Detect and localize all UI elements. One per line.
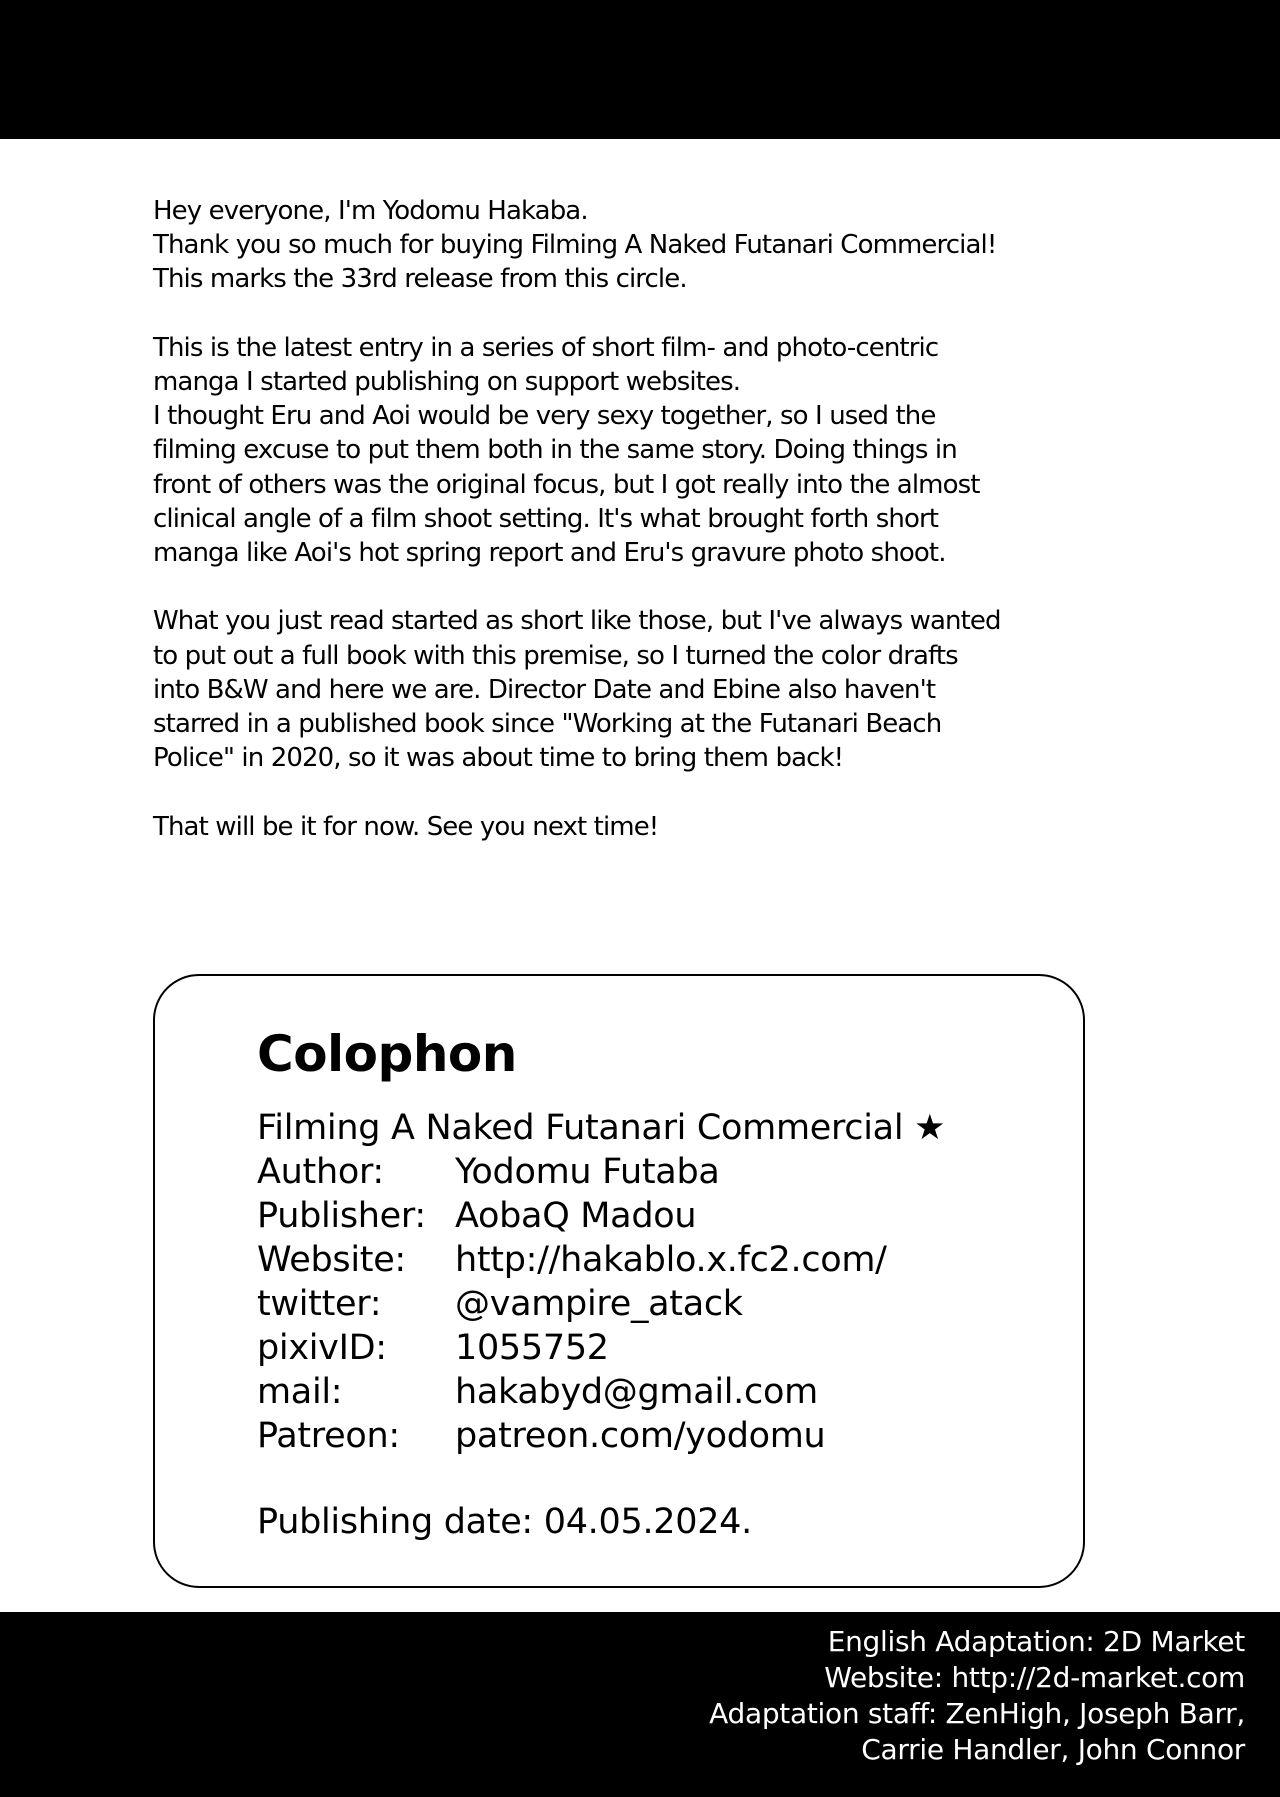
colophon-label: pixivID: [257,1328,387,1368]
colophon-title: Colophon [257,1025,517,1083]
colophon-row-publisher [257,1194,887,1238]
afterword-paragraph-2 [153,331,1153,570]
colophon-value: patreon.com/yodomu [455,1416,826,1456]
afterword-line: This marks the 33rd release from this circle. [153,264,687,295]
colophon-value: @vampire_atack [455,1284,743,1324]
afterword-line: Hey everyone, I'm Yodomu Hakaba. [153,196,588,226]
colophon-row-mail [257,1370,887,1414]
afterword-line: I thought Eru and Aoi would be very sexy together, so I used the [153,401,936,432]
afterword-line: Thank you so much for buying Filming A Naked Futanari Commercial! [153,230,997,261]
colophon-row-patreon [257,1414,887,1458]
colophon-label: mail: [257,1372,343,1412]
afterword-line: Police" in 2020, so it was about time to bring them back! [153,743,844,774]
colophon-label: twitter: [257,1284,382,1324]
afterword-paragraph-4 [153,810,1153,844]
afterword-line: clinical angle of a film shoot setting. It's what brought forth short [153,503,939,534]
colophon-row-twitter [257,1282,887,1326]
afterword-line: What you just read started as short like those, but I've always wanted [153,606,1001,637]
afterword-paragraph-3 [153,604,1153,775]
colophon-work-title: Filming A Naked Futanari Commercial ★ [257,1108,946,1148]
afterword-text [153,194,1153,878]
afterword-line: into B&W and here we are. Director Date and Ebine also haven't [153,674,936,705]
colophon-label: Website: [257,1240,406,1280]
colophon-value: hakabyd@gmail.com [455,1372,818,1412]
colophon-box [153,974,1085,1588]
credits-line: Carrie Handler, John Connor [861,1733,1245,1766]
colophon-row-author [257,1150,887,1194]
afterword-line: starred in a published book since "Working at the Futanari Beach [153,709,942,740]
colophon-value: Yodomu Futaba [455,1152,720,1192]
publishing-date: Publishing date: 04.05.2024. [257,1502,752,1542]
credits-line: Adaptation staff: ZenHigh, Joseph Barr, [709,1697,1245,1730]
colophon-details [257,1150,887,1458]
colophon-row-pixiv [257,1326,887,1370]
colophon-label: Patreon: [257,1416,400,1456]
afterword-paragraph-1 [153,194,1153,297]
credits-line: Website: http://2d-market.com [824,1661,1245,1694]
colophon-label: Author: [257,1152,384,1192]
colophon-value: 1055752 [455,1328,609,1368]
colophon-row-website [257,1238,887,1282]
afterword-line: filming excuse to put them both in the same story. Doing things in [153,435,957,466]
colophon-label: Publisher: [257,1196,426,1236]
colophon-value: http://hakablo.x.fc2.com/ [455,1240,887,1280]
afterword-line: manga I started publishing on support websites. [153,367,741,397]
afterword-line: to put out a full book with this premise, so I turned the color drafts [153,640,958,671]
afterword-line: This is the latest entry in a series of short film- and photo-centric [153,332,939,363]
adaptation-credits [709,1624,1245,1768]
bottom-black-bar [0,1612,1280,1797]
top-black-bar [0,0,1280,139]
afterword-line: manga like Aoi's hot spring report and Eru's gravure photo shoot. [153,538,946,569]
afterword-line: front of others was the original focus, but I got really into the almost [153,469,980,500]
credits-line: English Adaptation: 2D Market [827,1625,1245,1658]
colophon-value: AobaQ Madou [455,1196,697,1236]
afterword-line: That will be it for now. See you next time! [153,811,659,842]
